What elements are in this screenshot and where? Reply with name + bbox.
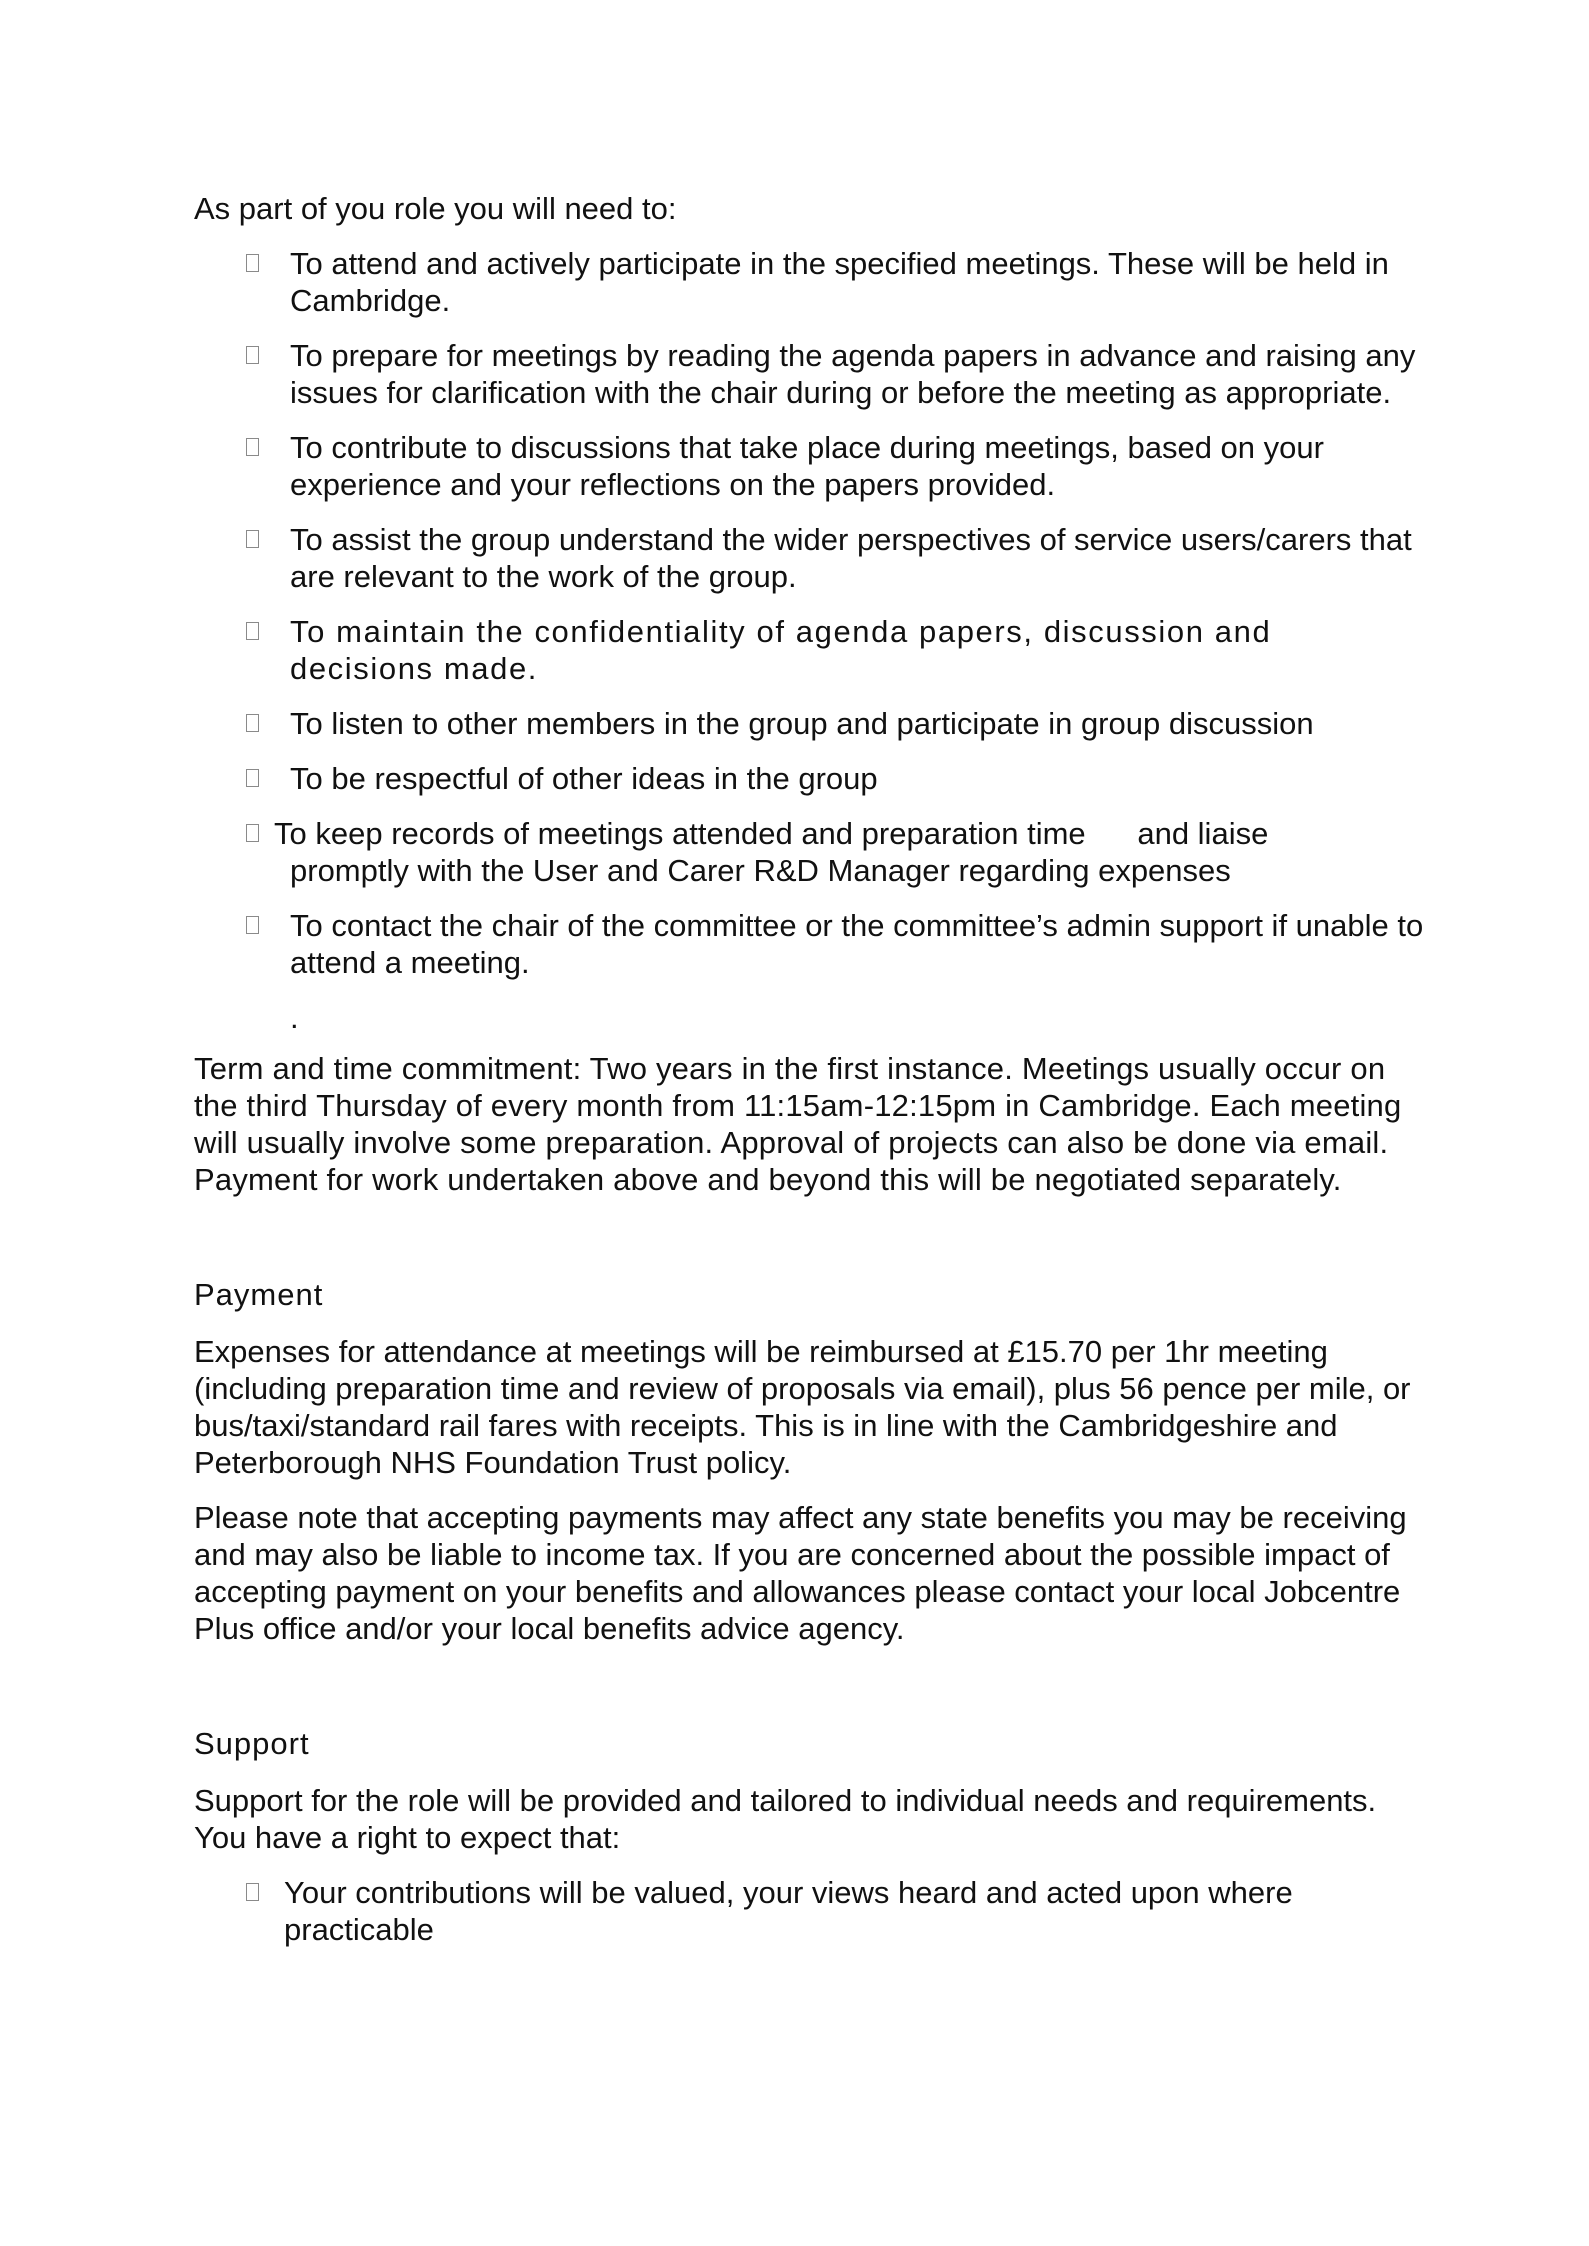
- list-item: [194, 1874, 1424, 1948]
- list-item: [194, 760, 1424, 797]
- list-item: [194, 337, 1424, 411]
- checkbox-bullet-icon: [246, 346, 259, 364]
- term-commitment-text: Term and time commitment: Two years in the first instance. Meetings usually occur on the third Thursday of every month from 11:15am-12:15pm in Cambridge. Each meeting will usually involve some preparation. Approval of projects can also be done via email. Payment for work undertaken above and beyond this will be negotiated separately.: [194, 1051, 1402, 1197]
- list-item-continuation: promptly with the User and Carer R&D Manager regarding expenses: [290, 853, 1231, 888]
- checkbox-bullet-icon: [246, 622, 259, 640]
- list-item: [194, 521, 1424, 595]
- duties-list: [194, 245, 1424, 981]
- support-heading: Support: [194, 1726, 310, 1761]
- checkbox-bullet-icon: [246, 254, 259, 272]
- list-item-text: To be respectful of other ideas in the group: [290, 761, 878, 796]
- list-item-text: To maintain the confidentiality of agenda papers, discussion and decisions made.: [290, 614, 1272, 686]
- list-item: [194, 245, 1424, 319]
- checkbox-bullet-icon: [246, 916, 259, 934]
- list-item-text: To listen to other members in the group and participate in group discussion: [290, 706, 1314, 741]
- intro-text: As part of you role you will need to:: [194, 191, 677, 226]
- section-spacer: [194, 1665, 1424, 1725]
- payment-paragraph: Please note that accepting payments may affect any state benefits you may be receiving and may also be liable to income tax. If you are concerned about the possible impact of accepting payment on your benefits and allowances please contact your local Jobcentre Plus office and/or your local benefits advice agency.: [194, 1500, 1407, 1646]
- stray-dot: .: [290, 1000, 299, 1035]
- checkbox-bullet-icon: [246, 769, 259, 787]
- checkbox-bullet-icon: [246, 530, 259, 548]
- list-item-text: To prepare for meetings by reading the agenda papers in advance and raising any issues for clarification with the chair during or before the meeting as appropriate.: [290, 338, 1416, 410]
- list-item-text: To attend and actively participate in the specified meetings. These will be held in Cambridge.: [290, 246, 1389, 318]
- checkbox-bullet-icon: [246, 714, 259, 732]
- payment-paragraph: Expenses for attendance at meetings will be reimbursed at £15.70 per 1hr meeting (including preparation time and review of proposals via email), plus 56 pence per mile, or bus/taxi/standard rail fares with receipts. This is in line with the Cambridgeshire and Peterborough NHS Foundation Trust policy.: [194, 1334, 1411, 1480]
- list-item-text: To keep records of meetings attended and preparation time and liaise: [274, 816, 1269, 851]
- section-spacer: [194, 1216, 1424, 1276]
- list-item-text: To contact the chair of the committee or the committee’s admin support if unable to attend a meeting.: [290, 908, 1424, 980]
- list-item: [194, 705, 1424, 742]
- document-page: [194, 190, 1424, 1966]
- support-list: [194, 1874, 1424, 1948]
- list-item: [194, 907, 1424, 981]
- list-item-text: To contribute to discussions that take place during meetings, based on your experience and your reflections on the papers provided.: [290, 430, 1324, 502]
- support-paragraph: Support for the role will be provided and tailored to individual needs and requirements. You have a right to expect that:: [194, 1783, 1377, 1855]
- list-item-text: Your contributions will be valued, your views heard and acted upon where practicable: [284, 1875, 1293, 1947]
- list-item-text: To assist the group understand the wider perspectives of service users/carers that are relevant to the work of the group.: [290, 522, 1412, 594]
- checkbox-bullet-icon: [246, 1883, 259, 1901]
- list-item: [194, 815, 1424, 889]
- checkbox-bullet-icon: [246, 824, 259, 842]
- checkbox-bullet-icon: [246, 438, 259, 456]
- payment-heading: Payment: [194, 1277, 324, 1312]
- list-item: [194, 429, 1424, 503]
- list-item: [194, 613, 1424, 687]
